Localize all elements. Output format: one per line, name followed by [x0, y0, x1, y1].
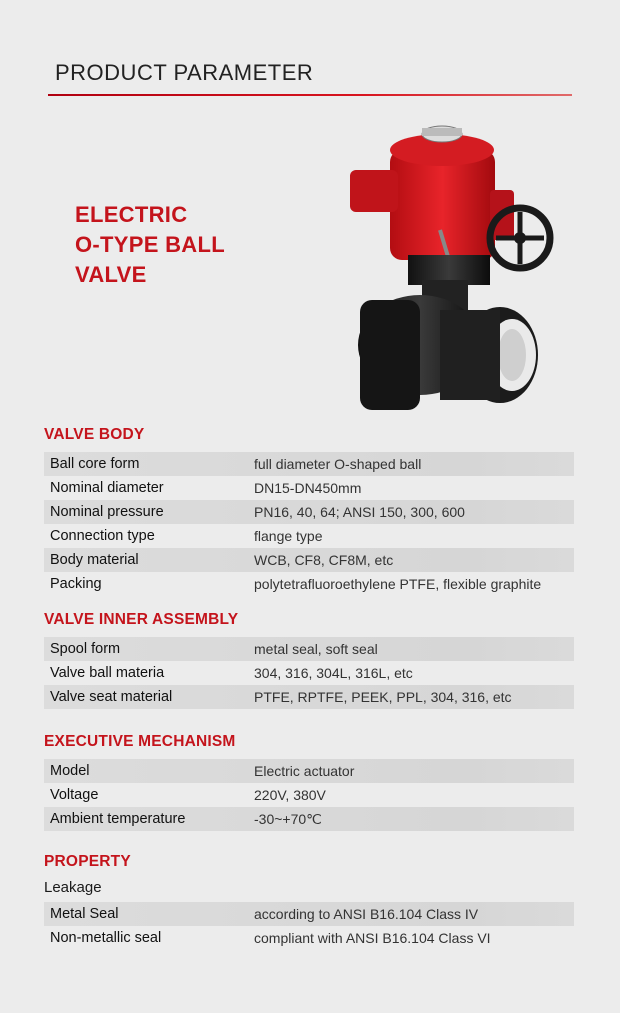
table-row: [44, 807, 574, 831]
section-title-valve-body: VALVE BODY: [44, 426, 145, 443]
table-row: [44, 661, 574, 685]
param-value: -30~+70℃: [254, 810, 322, 827]
param-label: Packing: [50, 576, 102, 592]
param-label: Valve seat material: [50, 689, 173, 705]
param-label: Metal Seal: [50, 906, 119, 922]
product-name-line: ELECTRIC: [75, 202, 188, 227]
param-value: metal seal, soft seal: [254, 641, 378, 657]
param-value: full diameter O-shaped ball: [254, 456, 422, 472]
table-row: [44, 759, 574, 783]
param-value: Electric actuator: [254, 763, 355, 779]
section-title-inner-assembly: VALVE INNER ASSEMBLY: [44, 611, 239, 628]
param-label: Nominal diameter: [50, 480, 164, 496]
table-row: [44, 500, 574, 524]
executive-mechanism-table: [44, 759, 574, 831]
table-row: [44, 476, 574, 500]
table-row: [44, 548, 574, 572]
param-value: compliant with ANSI B16.104 Class VI: [254, 930, 491, 946]
table-row: [44, 685, 574, 709]
param-label: Connection type: [50, 528, 155, 544]
table-row: [44, 524, 574, 548]
param-label: Ambient temperature: [50, 811, 186, 827]
param-label: Spool form: [50, 641, 121, 657]
param-value: WCB, CF8, CF8M, etc: [254, 552, 394, 568]
param-value: DN15-DN450mm: [254, 480, 362, 496]
param-value: PN16, 40, 64; ANSI 150, 300, 600: [254, 504, 465, 520]
property-table: [44, 902, 574, 950]
page-title: PRODUCT PARAMETER: [55, 60, 314, 85]
table-row: [44, 452, 574, 476]
product-name-line: O-TYPE BALL: [75, 232, 225, 257]
table-row: [44, 926, 574, 950]
table-row: [44, 637, 574, 661]
param-value: 220V, 380V: [254, 787, 326, 803]
param-label: Valve ball materia: [50, 665, 165, 681]
param-label: Body material: [50, 552, 139, 568]
param-value: PTFE, RPTFE, PEEK, PPL, 304, 316, etc: [254, 689, 512, 705]
table-row: [44, 783, 574, 807]
table-row: [44, 902, 574, 926]
product-name: [75, 200, 225, 290]
param-value: 304, 316, 304L, 316L, etc: [254, 665, 413, 681]
leakage-label: Leakage: [44, 879, 102, 896]
section-title-property: PROPERTY: [44, 853, 131, 870]
param-value: flange type: [254, 528, 323, 544]
param-label: Voltage: [50, 787, 99, 803]
product-name-line: VALVE: [75, 262, 147, 287]
section-title-executive-mechanism: EXECUTIVE MECHANISM: [44, 733, 236, 750]
param-label: Nominal pressure: [50, 504, 164, 520]
param-label: Model: [50, 763, 90, 779]
param-label: Non-metallic seal: [50, 930, 162, 946]
title-divider: [48, 94, 572, 96]
param-label: Ball core form: [50, 456, 140, 472]
inner-assembly-table: [44, 637, 574, 709]
table-row: [44, 572, 574, 596]
valve-body-table: [44, 452, 574, 596]
param-value: according to ANSI B16.104 Class IV: [254, 906, 479, 922]
param-value: polytetrafluoroethylene PTFE, flexible graphite: [254, 576, 542, 592]
valve-product-image: [340, 120, 560, 430]
